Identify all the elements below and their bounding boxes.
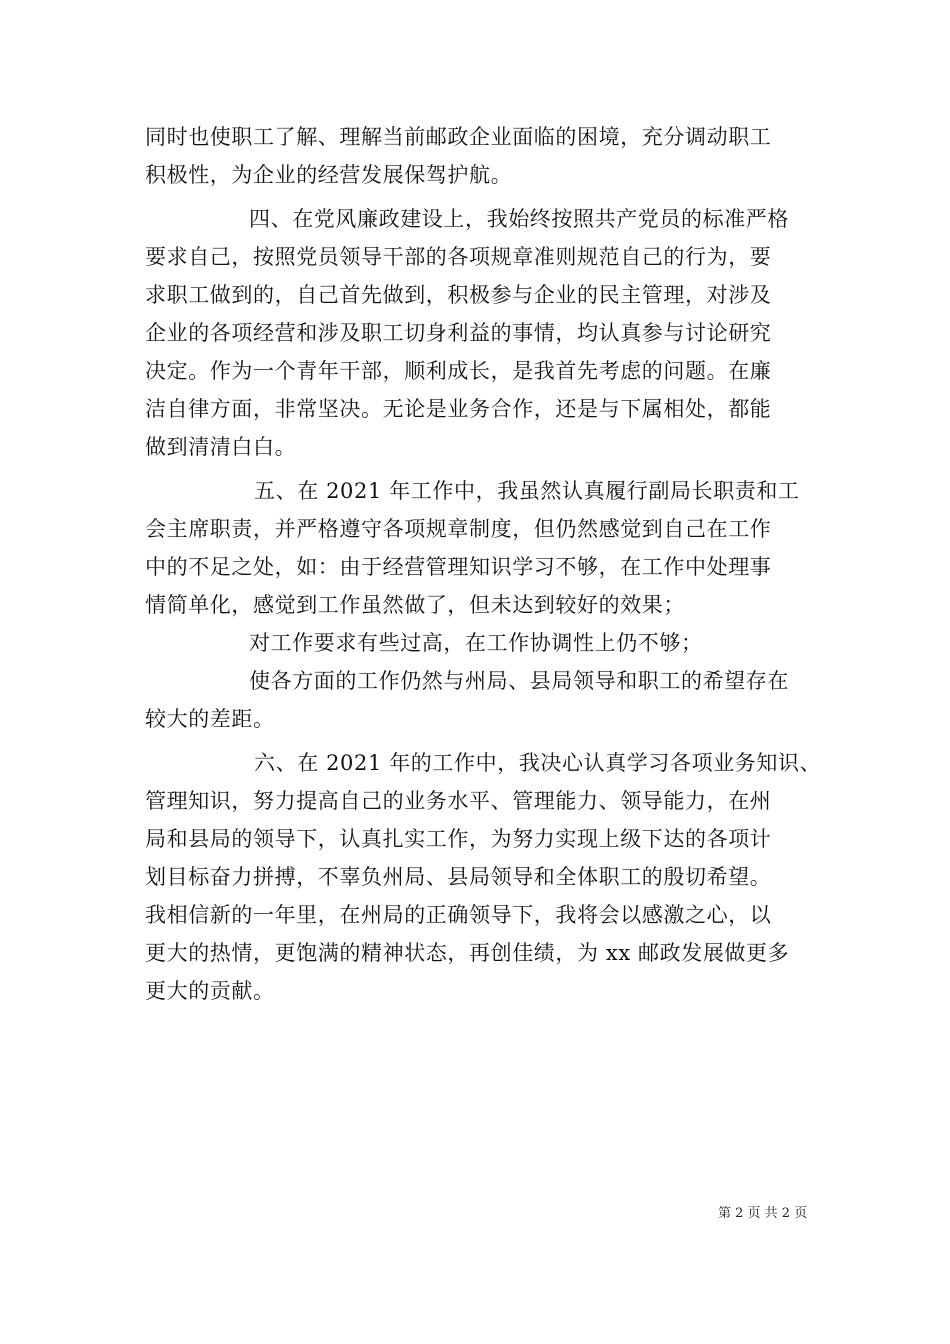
text-line: 要求自己，按照党员领导干部的各项规章准则规范自己的行为，要 — [145, 245, 772, 269]
text-line: 情简单化，感觉到工作虽然做了，但未达到较好的效果； — [145, 593, 685, 617]
document-body — [145, 118, 822, 1010]
page-number-footer: 第 2 页 共 2 页 — [718, 1206, 808, 1221]
text-line: 求职工做到的，自己首先做到，积极参与企业的民主管理，对涉及 — [145, 283, 772, 307]
paragraph-five-start: 五、在 2021 年工作中，我虽然认真履行副局长职责和工 — [254, 479, 800, 503]
text-line: 我相信新的一年里，在州局的正确领导下，我将会以感激之心，以 — [145, 903, 772, 927]
text-line: 会主席职责，并严格遵守各项规章制度，但仍然感觉到自己在工作 — [145, 517, 772, 541]
text-line: 积极性，为企业的经营发展保驾护航。 — [145, 163, 513, 187]
text-line: 管理知识，努力提高自己的业务水平、管理能力、领导能力，在州 — [145, 789, 772, 813]
text-line: 划目标奋力拼搏，不辜负州局、县局领导和全体职工的殷切希望。 — [145, 865, 772, 889]
text-line: 企业的各项经营和涉及职工切身利益的事情，均认真参与讨论研究 — [145, 321, 772, 345]
text-line: 更大的热情，更饱满的精神状态，再创佳绩，为 xx 邮政发展做更多 — [145, 941, 790, 965]
text-line: 做到清清白白。 — [145, 435, 297, 459]
text-line: 决定。作为一个青年干部，顺利成长，是我首先考虑的问题。在廉 — [145, 359, 772, 383]
text-line: 洁自律方面，非常坚决。无论是业务合作，还是与下属相处，都能 — [145, 397, 772, 421]
text-line-indented: 对工作要求有些过高，在工作协调性上仍不够； — [249, 631, 703, 655]
text-line: 局和县局的领导下，认真扎实工作，为努力实现上级下达的各项计 — [145, 827, 772, 851]
text-line-indented: 使各方面的工作仍然与州局、县局领导和职工的希望存在 — [249, 669, 789, 693]
paragraph-four-start: 四、在党风廉政建设上，我始终按照共产党员的标准严格 — [249, 207, 789, 231]
text-line: 较大的差距。 — [145, 707, 275, 731]
text-line: 同时也使职工了解、理解当前邮政企业面临的困境，充分调动职工 — [145, 125, 772, 149]
text-line: 更大的贡献。 — [145, 979, 275, 1003]
text-line: 中的不足之处，如：由于经营管理知识学习不够，在工作中处理事 — [145, 555, 772, 579]
paragraph-six-start: 六、在 2021 年的工作中，我决心认真学习各项业务知识、 — [254, 751, 822, 775]
